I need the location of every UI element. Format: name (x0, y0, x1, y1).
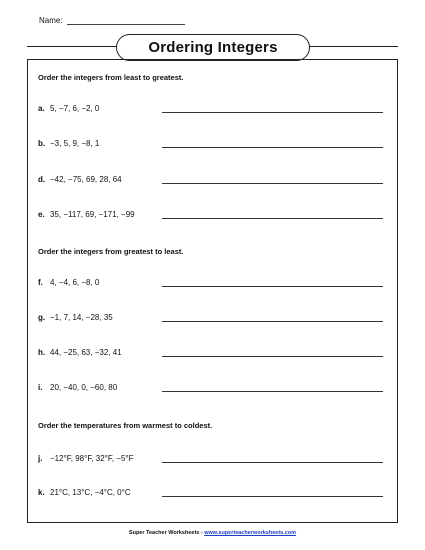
answer-line[interactable] (162, 218, 383, 219)
answer-line[interactable] (162, 391, 383, 392)
problem-numbers: −42, −75, 69, 28, 64 (50, 175, 122, 184)
footer-brand: Super Teacher Worksheets (128, 530, 200, 536)
answer-line[interactable] (162, 462, 383, 463)
problem-row (38, 104, 383, 113)
problem-letter: a. (38, 104, 45, 113)
problem-numbers: 4, −4, 6, −8, 0 (50, 278, 100, 287)
page-title: Ordering Integers (116, 34, 310, 61)
name-row (39, 16, 185, 25)
problem-letter: f. (38, 278, 43, 287)
problem-numbers: −3, 5, 9, −8, 1 (50, 139, 100, 148)
problem-numbers: −12°F, 98°F, 32°F, −5°F (50, 454, 134, 463)
problem-row (38, 313, 383, 322)
answer-line[interactable] (162, 183, 383, 184)
instruction-section-2: Order the integers from greatest to least. (38, 247, 184, 256)
problem-numbers: 5, −7, 6, −2, 0 (50, 104, 100, 113)
problem-letter: k. (38, 488, 45, 497)
problem-row (38, 278, 383, 287)
footer-url-link[interactable]: www.superteacherworksheets.com (204, 530, 297, 536)
problem-numbers: −1, 7, 14, −28, 35 (50, 313, 113, 322)
problem-row (38, 383, 383, 392)
problem-numbers: 35, −117, 69, −171, −99 (50, 210, 135, 219)
footer (0, 530, 425, 536)
problem-row (38, 210, 383, 219)
problem-letter: d. (38, 175, 46, 184)
problem-letter: e. (38, 210, 45, 219)
answer-line[interactable] (162, 286, 383, 287)
answer-line[interactable] (162, 321, 383, 322)
answer-line[interactable] (162, 147, 383, 148)
problem-letter: j. (38, 454, 43, 463)
name-field[interactable] (67, 16, 185, 25)
problem-numbers: 20, −40, 0, −60, 80 (50, 383, 118, 392)
name-label: Name: (39, 16, 63, 25)
problem-row (38, 175, 383, 184)
problem-letter: i. (38, 383, 43, 392)
answer-line[interactable] (162, 112, 383, 113)
problem-letter: h. (38, 348, 46, 357)
instruction-section-1: Order the integers from least to greatest. (38, 73, 184, 82)
problem-letter: b. (38, 139, 46, 148)
problem-letter: g. (38, 313, 46, 322)
problem-row (38, 348, 383, 357)
problem-numbers: 21°C, 13°C, −4°C, 0°C (50, 488, 131, 497)
answer-line[interactable] (162, 356, 383, 357)
problem-row (38, 454, 383, 463)
footer-separator: - (200, 530, 203, 536)
problem-numbers: 44, −25, 63, −32, 41 (50, 348, 122, 357)
problem-row (38, 139, 383, 148)
instruction-section-3: Order the temperatures from warmest to coldest. (38, 421, 213, 430)
problem-row (38, 488, 383, 497)
answer-line[interactable] (162, 496, 383, 497)
